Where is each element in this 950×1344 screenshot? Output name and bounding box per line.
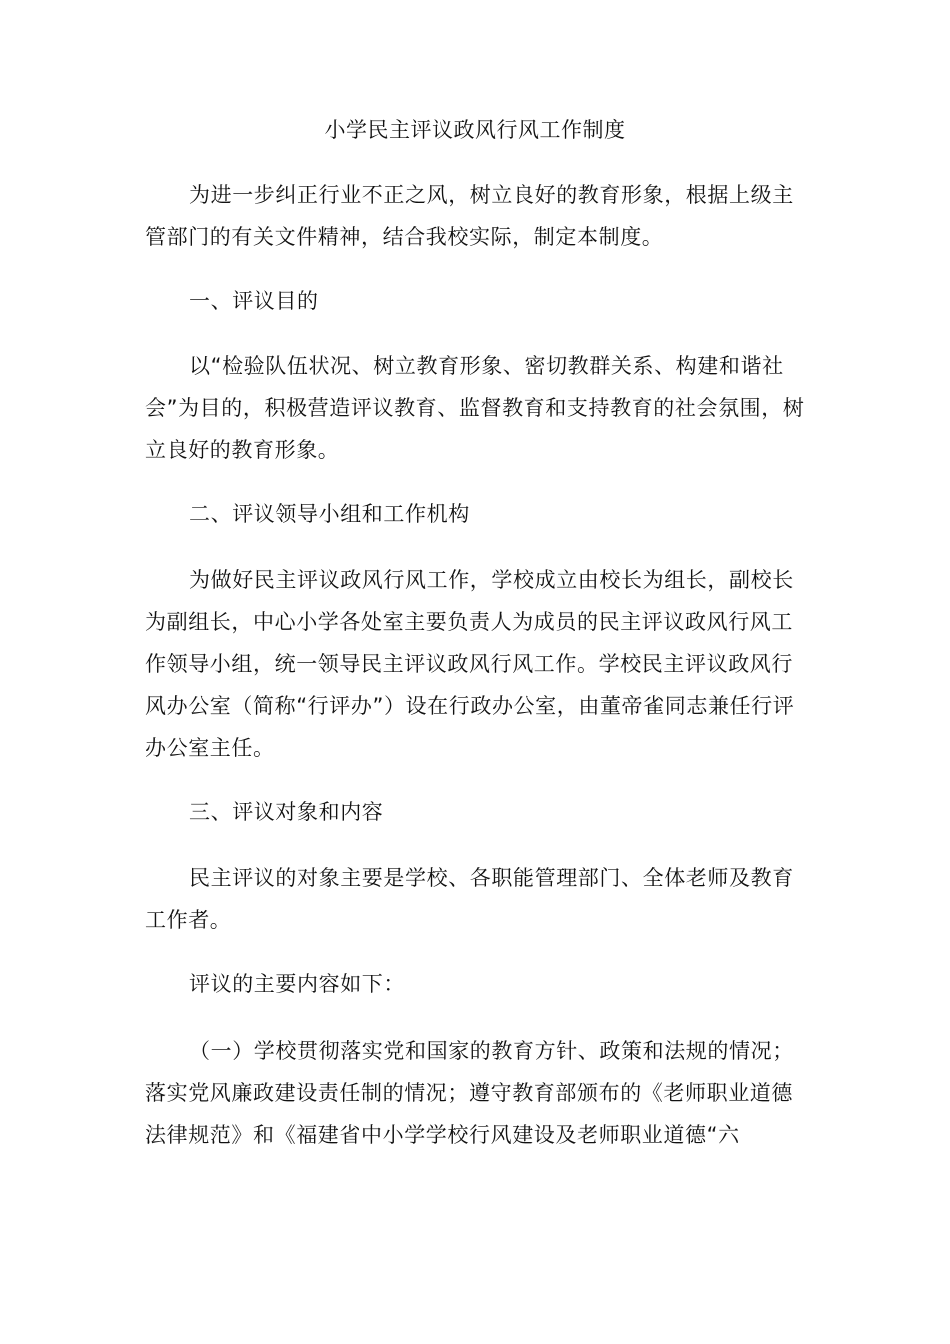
- section-2-body: 为做好民主评议政风行风工作，学校成立由校长为组长，副校长为副组长，中心小学各处室主要负责人为成员的民主评议政风行风工作领导小组，统一领导民主评议政风行风工作。学校民主评议政风行风办公室（简称“行评办”）设在行政办公室，由董帝雀同志兼任行评办公室主任。: [145, 568, 795, 760]
- section-3-body: 民主评议的对象主要是学校、各职能管理部门、全体老师及教育工作者。: [145, 866, 794, 932]
- section-3-heading: 三、评议对象和内容: [189, 800, 384, 824]
- intro-paragraph: 为进一步纠正行业不正之风，树立良好的教育形象，根据上级主管部门的有关文件精神，结合我校实际，制定本制度。: [145, 183, 794, 249]
- section-1-body: 以“检验队伍状况、树立教育形象、密切教群关系、构建和谐社会”为目的，积极营造评议教育、监督教育和支持教育的社会氛围，树立良好的教育形象。: [145, 354, 805, 462]
- content-item-1: （一）学校贯彻落实党和国家的教育方针、政策和法规的情况；落实党风廉政建设责任制的情况；遵守教育部颁布的《老师职业道德法律规范》和《福建省中小学学校行风建设及老师职业道德“六: [145, 1039, 794, 1147]
- document-title: 小学民主评议政风行风工作制度: [324, 118, 626, 142]
- section-1-heading: 一、评议目的: [189, 289, 319, 313]
- section-2-heading: 二、评议领导小组和工作机构: [189, 502, 470, 526]
- content-intro: 评议的主要内容如下：: [189, 972, 405, 996]
